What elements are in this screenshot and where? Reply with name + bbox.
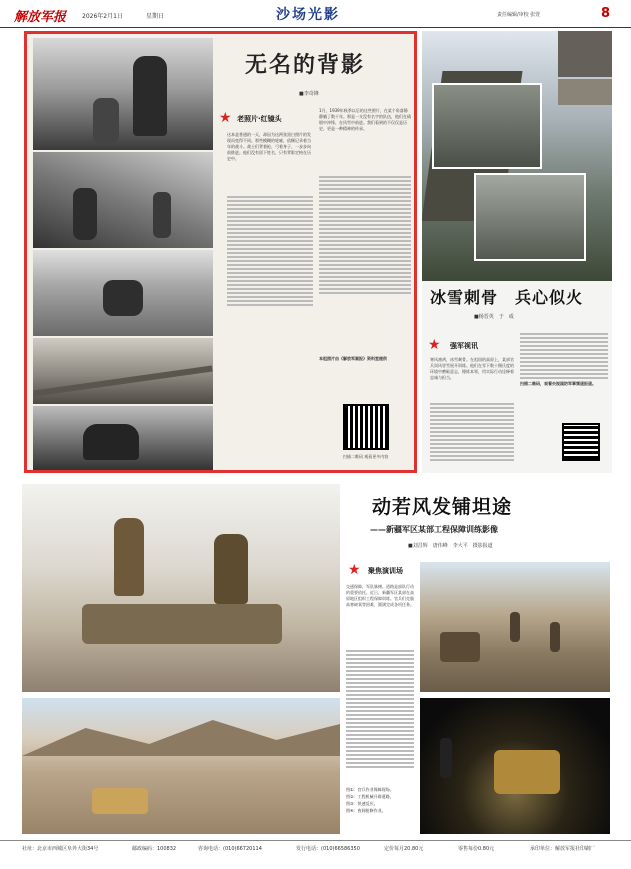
alpine-photo-inset-2 [474, 173, 586, 261]
article1-note: 本组照片由《解放军画报》资料室提供 [319, 356, 387, 361]
article3-body: 交通保障，军队脉搏。道路是部队行动的重要依托。近日，新疆军区某部在高原地区组织工程保障训练。官兵们克服高寒缺氧等困难，圆满完成各项任务。 [346, 584, 414, 607]
article2-column-label: 强军视讯 [450, 342, 478, 350]
article-ice-snow [422, 31, 612, 473]
article3-title: 动若风发铺坦途 [372, 496, 513, 518]
footer-address: 社址：北京市西城区阜外大街34号 [22, 846, 99, 852]
footer-price-month: 定价每月20.80元 [384, 846, 424, 852]
troops-running-photo [420, 562, 610, 692]
bulldozer-desert-photo [22, 698, 340, 834]
footer-distribution: 发行电话：(010)66586350 [296, 846, 360, 852]
red-star-icon-3: ★ [348, 562, 361, 578]
caption-1: 图①：官兵作业保障现场。 [346, 787, 394, 792]
article2-text-lines-left [430, 401, 514, 463]
qr-caption: 扫描二维码 观看更多内容 [343, 454, 389, 459]
red-star-icon-2: ★ [428, 337, 441, 353]
soldier-photo-2 [33, 152, 213, 248]
issue-date: 2026年2月1日 [82, 13, 123, 20]
footer-price-copy: 零售每份0.80元 [458, 846, 495, 852]
article-nameless-back [24, 31, 417, 473]
article1-text-lines-left [227, 194, 313, 308]
article2-body: 寒风凛冽，冰雪刺骨。在祖国的高原上，某部官兵顶风冒雪展开训练。他们在零下数十摄氏度的环境中磨砺意志，锤炼本领，用实际行动诠释着忠诚与担当。 [430, 357, 514, 380]
great-wall-photo [33, 338, 213, 404]
night-loader-photo [420, 698, 610, 834]
red-star-icon: ★ [219, 110, 232, 126]
alpine-photo-inset-1 [432, 83, 542, 169]
article1-body-right: 1月，1939年秋季以后的这些照片，在某个角落静静躺了数十年。那是一支没有名字的队伍，他们在硝烟中冲锋，在风雪中前进。我们看到的不仅仅是历史，更是一种精神的传承。 [319, 108, 411, 131]
issue-weekday: 星期日 [146, 13, 165, 20]
article3-subtitle: ——新疆军区某部工程保障训练影像 [370, 525, 498, 534]
footer-printer: 承印单位：解放军报社印刷厂 [530, 846, 596, 852]
soldier-photo-3 [33, 250, 213, 336]
article1-title: 无名的背影 [245, 52, 366, 78]
article1-text-lines-right [319, 174, 411, 296]
article3-byline: ■刘昌辉 唐伟峰 李大平 摄影报道 [408, 543, 493, 549]
article1-byline: ■李奇锋 [299, 91, 319, 97]
section-title: 沙场光影 [276, 7, 340, 23]
soldier-photo-4 [33, 406, 213, 470]
editor-credit: 责任编辑/审校 张萱 [497, 12, 541, 18]
article1-column-label: 老照片·红镜头 [237, 115, 282, 123]
article2-byline: ■杨晋英 于 成 [474, 314, 514, 320]
engineers-drilling-photo [22, 484, 340, 692]
caption-4: 图④：夜间抢修作业。 [346, 808, 386, 813]
qr-code-2[interactable] [562, 423, 600, 461]
page-number: 8 [601, 6, 611, 21]
footer-postcode: 邮政编码：100832 [132, 846, 177, 852]
soldier-photo-1 [33, 38, 213, 150]
photo-captions [346, 786, 416, 814]
masthead [0, 0, 631, 28]
article2-title: 冰雪刺骨 兵心似火 [430, 288, 584, 307]
alpine-photo-strip-1 [558, 31, 612, 77]
newspaper-logo: 解放军报 [14, 10, 67, 25]
caption-3: 图③：快速反应。 [346, 801, 378, 806]
qr-code[interactable] [343, 404, 389, 450]
footer-phone: 咨询电话：(010)66720114 [198, 846, 262, 852]
alpine-photo-strip-2 [558, 79, 612, 105]
footer [0, 840, 631, 869]
caption-2: 图②：工程机械开辟道路。 [346, 794, 394, 799]
article2-note: 扫描二维码，观看央视国防军事频道报道。 [520, 381, 596, 386]
article3-column-label: 聚焦演训场 [368, 567, 403, 575]
article2-text-lines-right [520, 331, 608, 381]
article3-text-lines [346, 648, 414, 770]
article1-body-left: 这本是普通的一天，却因为这两张黑白照片的发现而变得不同。那些模糊的轮廓，依稀记录着当年的战斗。战士们背着枪、弓着身子、一步步向前推进。他们没有留下姓名，只有背影定格在历史中。 [227, 132, 311, 161]
